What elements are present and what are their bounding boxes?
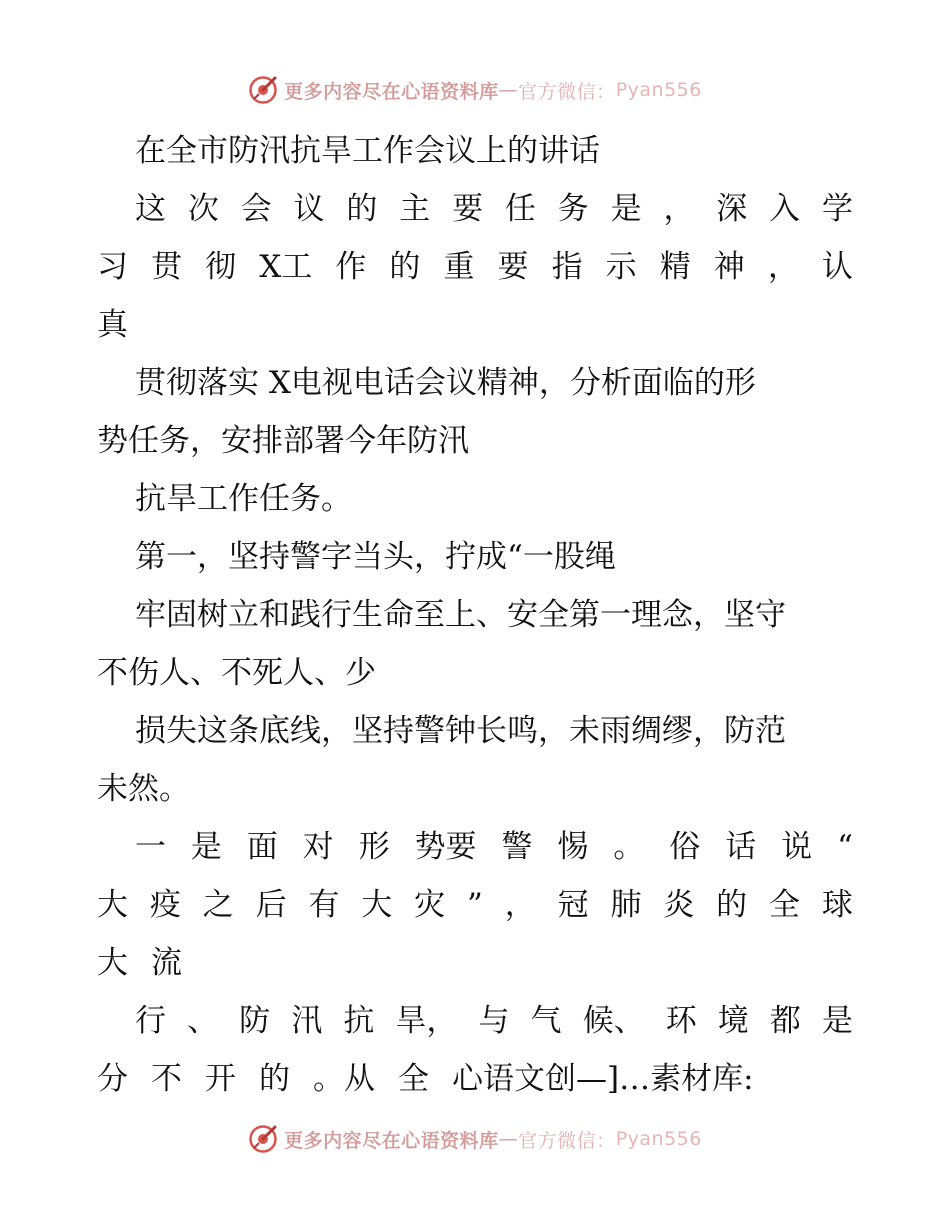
text-segment: 冠 [557, 887, 589, 923]
text-segment: 一 [135, 829, 166, 865]
paragraph-line-3 [97, 238, 853, 296]
text-segment: 的 [259, 1061, 290, 1097]
text-segment: 作 [335, 249, 367, 285]
text-segment: 炎 [663, 887, 695, 923]
text-segment: 的 [716, 887, 748, 923]
section-heading-first: 第一，坚持警字当头，拧成“一股绳 [135, 539, 616, 575]
text-segment: “ [837, 829, 853, 865]
text-segment: ， [504, 887, 536, 923]
text-segment: 任 [504, 191, 536, 227]
text-segment: 势要 [414, 829, 477, 865]
text-segment: 指 [551, 249, 583, 285]
text-segment: 抗 [343, 1003, 375, 1039]
text-segment: 旱， [395, 1003, 458, 1039]
text-segment: 对 [302, 829, 334, 865]
text-segment: 后 [255, 887, 287, 923]
paragraph-line-17 [97, 1050, 853, 1108]
text-segment: 是 [190, 829, 222, 865]
text-segment: 有 [308, 887, 340, 923]
text-segment: 大 [97, 887, 128, 923]
paragraph-line-4: 真 [97, 307, 128, 343]
text-segment: 环 [665, 1003, 697, 1039]
text-segment: 分 [97, 1061, 128, 1097]
text-segment: 警 [501, 829, 533, 865]
text-segment: X工 [259, 249, 313, 285]
text-segment: 肺 [610, 887, 642, 923]
text-segment: 面 [246, 829, 278, 865]
text-segment: 认 [821, 249, 853, 285]
watermark-separator: — [498, 1128, 519, 1150]
watermark-wechat-label: 官方微信： [518, 1129, 616, 1152]
text-segment: 都 [769, 1003, 801, 1039]
text-segment: 全 [398, 1061, 429, 1097]
watermark-separator: — [498, 79, 519, 101]
text-segment: 、 [187, 1003, 219, 1039]
paragraph-line-16 [97, 992, 853, 1050]
brush-logo-icon [248, 1124, 278, 1154]
text-segment: 次 [187, 191, 219, 227]
paragraph-line-12: 未然。 [97, 771, 190, 807]
text-segment: 会 [240, 191, 272, 227]
text-segment: 的 [389, 249, 421, 285]
text-segment: 候、 [582, 1003, 645, 1039]
text-segment: 习 [97, 249, 128, 285]
paragraph-line-6: 势任务，安排部署今年防汛 [97, 423, 469, 459]
text-segment: 大 [97, 945, 128, 981]
text-segment: 入 [769, 191, 801, 227]
paragraph-line-11: 损失这条底线，坚持警钟长鸣，未雨绸缪，防范 [135, 713, 786, 749]
text-segment: 贯 [151, 249, 183, 285]
text-segment: 彻 [205, 249, 237, 285]
paragraph-line-7: 抗旱工作任务。 [135, 481, 352, 517]
watermark-library-text: 更多内容尽在心语资料库 [284, 80, 499, 103]
text-segment: 重 [443, 249, 475, 285]
text-segment: 灾 [414, 887, 446, 923]
text-segment: 防 [239, 1003, 271, 1039]
text-segment: 的 [346, 191, 378, 227]
text-segment: 形 [358, 829, 390, 865]
text-segment: 不 [151, 1061, 182, 1097]
paragraph-line-2 [97, 180, 853, 238]
text-segment: 球 [821, 887, 853, 923]
text-segment: ” [467, 887, 483, 923]
text-segment: 疫 [149, 887, 181, 923]
text-segment: 议 [293, 191, 325, 227]
watermark-banner-top [0, 70, 950, 110]
text-segment: ， [767, 249, 799, 285]
document-body [97, 122, 853, 1108]
text-segment: 。 [613, 829, 645, 865]
text-segment: 神 [713, 249, 745, 285]
text-segment: 要 [452, 191, 484, 227]
text-segment: 汛 [291, 1003, 323, 1039]
text-segment: 深 [716, 191, 748, 227]
text-segment: 流 [151, 945, 182, 981]
watermark-wechat-label: 官方微信： [518, 80, 616, 103]
text-segment: 话 [725, 829, 757, 865]
watermark-wechat-id: Pyan556 [615, 79, 702, 101]
text-segment: 心语文创—]…素材库: [452, 1061, 754, 1097]
text-segment: 是 [821, 1003, 853, 1039]
text-segment: 主 [399, 191, 431, 227]
text-segment: 惕 [557, 829, 589, 865]
text-segment: 示 [605, 249, 637, 285]
text-segment: 。从 [313, 1061, 375, 1097]
text-segment: 之 [202, 887, 234, 923]
text-segment: 说 [781, 829, 813, 865]
watermark-library-text: 更多内容尽在心语资料库 [284, 1129, 499, 1152]
paragraph-line-9: 牢固树立和践行生命至上、安全第一理念，坚守 [135, 597, 786, 633]
watermark-wechat-id: Pyan556 [615, 1128, 702, 1150]
text-segment: 气 [530, 1003, 562, 1039]
brush-logo-icon [248, 75, 278, 105]
paragraph-line-5: 贯彻落实 X电视电话会议精神，分析面临的形 [135, 365, 756, 401]
text-segment: 开 [205, 1061, 236, 1097]
text-segment: 务 [557, 191, 589, 227]
paragraph-line-13 [97, 818, 853, 876]
text-segment: 学 [821, 191, 853, 227]
text-segment: 大 [361, 887, 393, 923]
text-segment: 俗 [669, 829, 701, 865]
text-segment: 全 [769, 887, 801, 923]
paragraph-line-14 [97, 876, 853, 934]
text-segment: 精 [659, 249, 691, 285]
text-segment: 境 [717, 1003, 749, 1039]
text-segment: 要 [497, 249, 529, 285]
paragraph-line-10: 不伤人、不死人、少 [97, 655, 376, 691]
watermark-banner-bottom [0, 1119, 950, 1159]
text-segment: ， [663, 191, 695, 227]
document-title: 在全市防汛抗旱工作会议上的讲话 [135, 133, 600, 169]
text-segment: 是 [610, 191, 642, 227]
text-segment: 与 [478, 1003, 510, 1039]
text-segment: 这 [135, 191, 166, 227]
text-segment: 行 [135, 1003, 166, 1039]
paragraph-line-15 [97, 934, 853, 992]
